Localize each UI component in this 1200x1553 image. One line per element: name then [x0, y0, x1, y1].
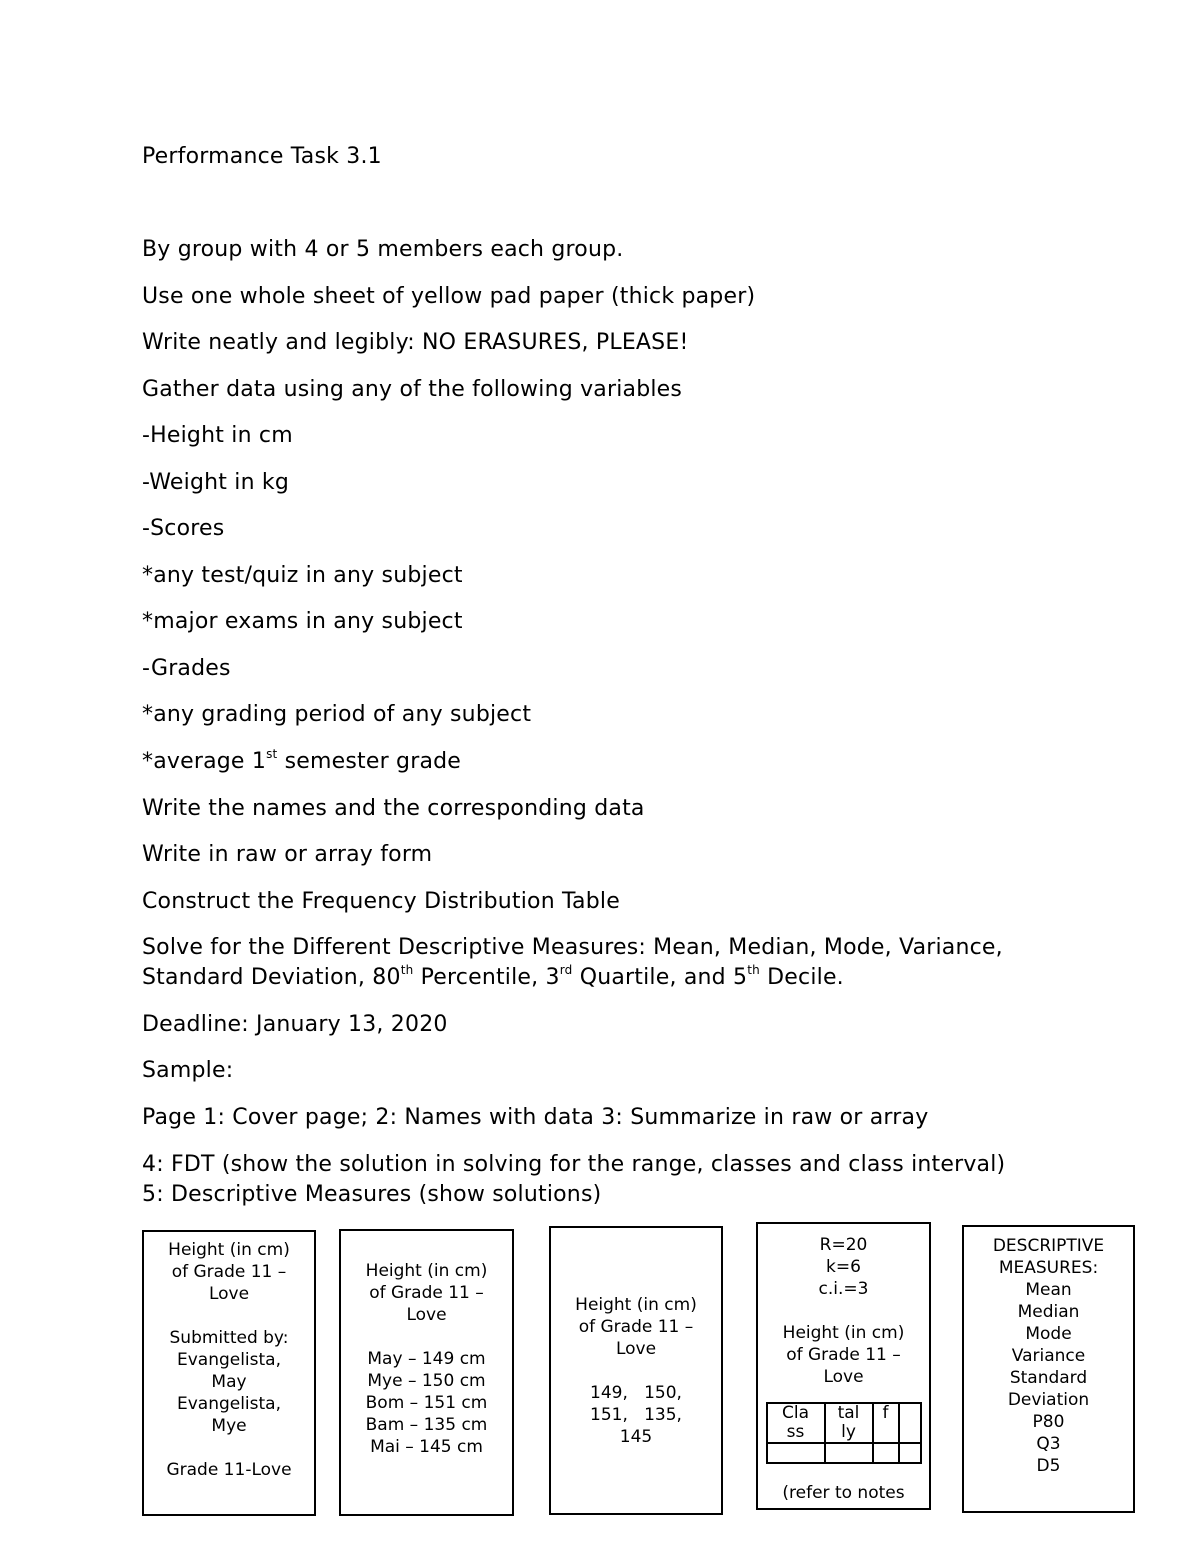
raw-values-1: 149, 150, [590, 1383, 682, 1403]
instruction-neat: Write neatly and legibly: NO ERASURES, PLEASE! [142, 330, 689, 355]
raw-values-2: 151, 135, [590, 1405, 682, 1425]
fdt-cell [767, 1443, 825, 1463]
measure-standard: Standard [1009, 1368, 1088, 1388]
raw-title-line-3: Love [615, 1339, 657, 1359]
fdt-cell [899, 1443, 921, 1463]
cover-title-line-2: of Grade 11 – [171, 1262, 287, 1282]
measure-mean: Mean [1025, 1280, 1072, 1300]
fdt-col-f: f [873, 1403, 899, 1443]
names-data-2: Mye – 150 cm [367, 1371, 486, 1391]
fdt-class-interval: c.i.=3 [818, 1279, 869, 1299]
raw-values-3: 145 [619, 1427, 653, 1447]
sample-page-5: 5: Descriptive Measures (show solutions) [142, 1182, 602, 1207]
grades-average: *average 1st semester grade [142, 746, 462, 774]
sample-measures-page [962, 1225, 1135, 1513]
measure-mode: Mode [1025, 1324, 1072, 1344]
names-data-3: Bom – 151 cm [365, 1393, 488, 1413]
instruction-solve: Solve for the Different Descriptive Measures: Mean, Median, Mode, Variance, [142, 935, 1003, 960]
variable-scores: -Scores [142, 516, 225, 541]
names-title-line-1: Height (in cm) [365, 1261, 488, 1281]
scores-exams: *major exams in any subject [142, 609, 463, 634]
measure-variance: Variance [1011, 1346, 1086, 1366]
cover-name-4: Mye [211, 1416, 247, 1436]
fdt-title-line-2: of Grade 11 – [786, 1345, 901, 1365]
cover-submitted-label: Submitted by: [169, 1328, 289, 1348]
variable-weight: -Weight in kg [142, 470, 290, 495]
deadline: Deadline: January 13, 2020 [142, 1012, 448, 1037]
cover-title-line-3: Love [208, 1284, 250, 1304]
fdt-mini-table [766, 1402, 922, 1464]
fdt-col-class: Cla ss [767, 1403, 825, 1443]
cover-name-1: Evangelista, [176, 1350, 282, 1370]
raw-title-line-1: Height (in cm) [575, 1295, 697, 1315]
fdt-col-empty [899, 1403, 921, 1443]
sample-fdt-page [756, 1222, 931, 1510]
sample-page-4: 4: FDT (show the solution in solving for the range, classes and class interval) [142, 1152, 1006, 1177]
measure-deviation: Deviation [1007, 1390, 1090, 1410]
measures-heading-2: MEASURES: [998, 1258, 1099, 1278]
raw-title-line-2: of Grade 11 – [578, 1317, 694, 1337]
variable-grades: -Grades [142, 656, 231, 681]
instruction-raw: Write in raw or array form [142, 842, 433, 867]
measure-median: Median [1017, 1302, 1080, 1322]
grades-grading-period: *any grading period of any subject [142, 702, 532, 727]
sample-names-page [339, 1229, 514, 1516]
names-title-line-2: of Grade 11 – [369, 1283, 484, 1303]
instruction-names: Write the names and the corresponding data [142, 796, 645, 821]
instruction-paper: Use one whole sheet of yellow pad paper (thick paper) [142, 284, 756, 309]
names-title-line-3: Love [406, 1305, 447, 1325]
names-data-5: Mai – 145 cm [370, 1437, 483, 1457]
measures-heading-1: DESCRIPTIVE [992, 1236, 1105, 1256]
sample-page-1: Page 1: Cover page; 2: Names with data 3: Summarize in raw or array [142, 1105, 929, 1130]
fdt-col-tally: tal ly [825, 1403, 873, 1443]
cover-section: Grade 11-Love [166, 1460, 292, 1480]
fdt-classes: k=6 [826, 1257, 861, 1277]
sample-raw-page [549, 1226, 723, 1515]
cover-name-3: Evangelista, [176, 1394, 282, 1414]
fdt-cell [825, 1443, 873, 1463]
scores-test: *any test/quiz in any subject [142, 563, 463, 588]
page-title: Performance Task 3.1 [142, 144, 382, 169]
fdt-range: R=20 [819, 1235, 868, 1255]
fdt-note: (refer to notes [782, 1483, 905, 1503]
measure-d5: D5 [1036, 1456, 1061, 1476]
variable-height: -Height in cm [142, 423, 293, 448]
instruction-group: By group with 4 or 5 members each group. [142, 237, 624, 262]
measure-p80: P80 [1032, 1412, 1065, 1432]
instruction-gather: Gather data using any of the following variables [142, 377, 683, 402]
instruction-fdt: Construct the Frequency Distribution Table [142, 889, 620, 914]
names-data-4: Bam – 135 cm [365, 1415, 488, 1435]
sample-heading: Sample: [142, 1058, 234, 1083]
cover-name-2: May [211, 1372, 247, 1392]
cover-title-line-1: Height (in cm) [168, 1240, 290, 1260]
measure-q3: Q3 [1036, 1434, 1061, 1454]
instruction-solve-continued: Standard Deviation, 80th Percentile, 3rd Quartile, and 5th Decile. [142, 962, 844, 990]
sample-cover-page [142, 1230, 316, 1516]
fdt-title-line-1: Height (in cm) [782, 1323, 905, 1343]
fdt-title-line-3: Love [823, 1367, 864, 1387]
names-data-1: May – 149 cm [367, 1349, 486, 1369]
fdt-cell [873, 1443, 899, 1463]
